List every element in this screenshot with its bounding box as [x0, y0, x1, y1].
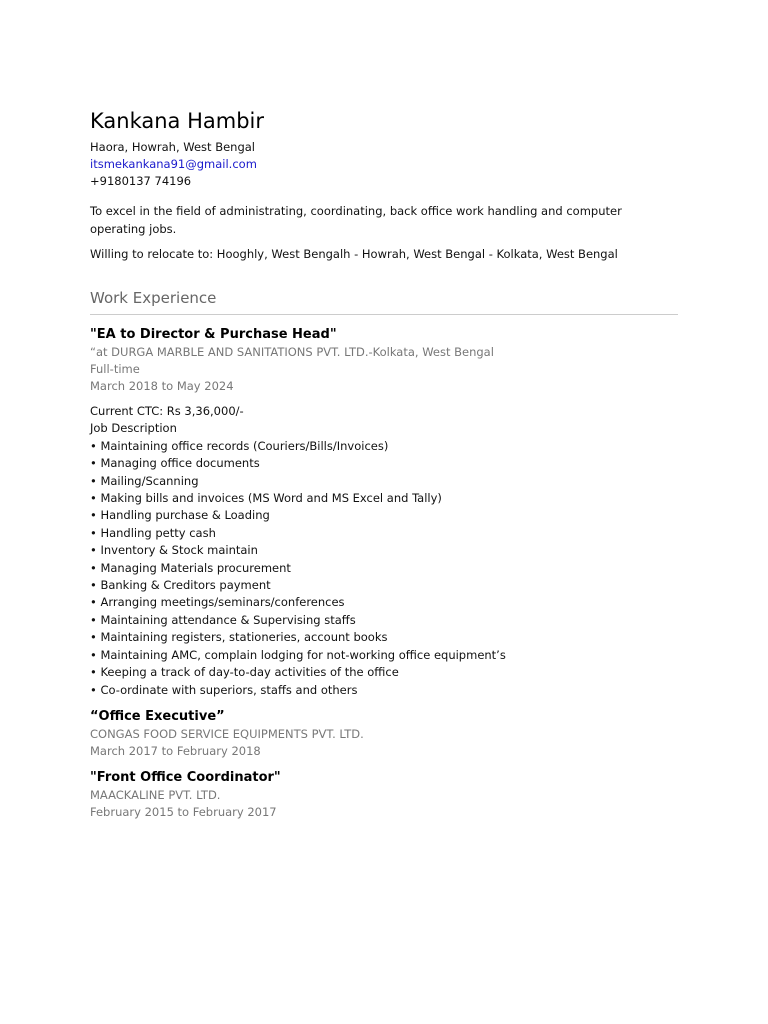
duty-item: • Making bills and invoices (MS Word and MS Excel and Tally) [90, 490, 678, 507]
phone-text: +9180137 74196 [90, 174, 192, 188]
duty-item: • Co-ordinate with superiors, staffs and others [90, 682, 678, 699]
duty-item: • Maintaining registers, stationeries, account books [90, 629, 678, 646]
job-title: “Office Executive” [90, 708, 225, 724]
relocate-text: Willing to relocate to: Hooghly, West Bengalh - Howrah, West Bengal - Kolkata, West Bengal [90, 247, 618, 261]
job-title: "Front Office Coordinator" [90, 769, 281, 785]
duties-list [90, 438, 678, 699]
job-company: “at DURGA MARBLE AND SANITATIONS PVT. LTD.-Kolkata, West Bengal [90, 345, 494, 359]
job-dates: March 2018 to May 2024 [90, 379, 234, 393]
candidate-name: Kankana Hambir [90, 109, 265, 133]
email-link[interactable]: itsmekankana91@gmail.com [90, 157, 257, 171]
duty-item: • Handling purchase & Loading [90, 507, 678, 524]
duty-item: • Mailing/Scanning [90, 473, 678, 490]
duty-item: • Arranging meetings/seminars/conferences [90, 594, 678, 611]
job-company: CONGAS FOOD SERVICE EQUIPMENTS PVT. LTD. [90, 726, 364, 741]
duty-item: • Handling petty cash [90, 525, 678, 542]
job-description-label: Job Description [90, 421, 177, 436]
location-text: Haora, Howrah, West Bengal [90, 140, 256, 154]
job-entry [90, 769, 678, 821]
job-dates: March 2017 to February 2018 [90, 743, 261, 758]
duty-item: • Inventory & Stock maintain [90, 542, 678, 559]
job-title: "EA to Director & Purchase Head" [90, 327, 337, 342]
duty-item: • Maintaining attendance & Supervising staffs [90, 612, 678, 629]
duty-item: • Banking & Creditors payment [90, 577, 678, 594]
job-entry [90, 708, 678, 760]
duty-item: • Managing office documents [90, 455, 678, 472]
duty-item: • Maintaining AMC, complain lodging for not-working office equipment’s [90, 647, 678, 664]
job-type: Full-time [90, 362, 140, 376]
job-dates: February 2015 to February 2017 [90, 804, 277, 819]
job-company: MAACKALINE PVT. LTD. [90, 787, 221, 802]
duty-item: • Keeping a track of day-to-day activities of the office [90, 664, 678, 681]
job-ctc: Current CTC: Rs 3,36,000/- [90, 404, 244, 418]
job-details [90, 403, 678, 699]
resume-page [90, 106, 678, 821]
objective-text: To excel in the field of administrating, coordinating, back office work handling and computer operating jobs. [90, 204, 622, 236]
section-heading-work-experience: Work Experience [90, 287, 678, 315]
contact-block [90, 139, 678, 190]
duty-item: • Managing Materials procurement [90, 560, 678, 577]
duty-item: • Maintaining office records (Couriers/Bills/Invoices) [90, 438, 678, 455]
job-entry [90, 326, 678, 699]
